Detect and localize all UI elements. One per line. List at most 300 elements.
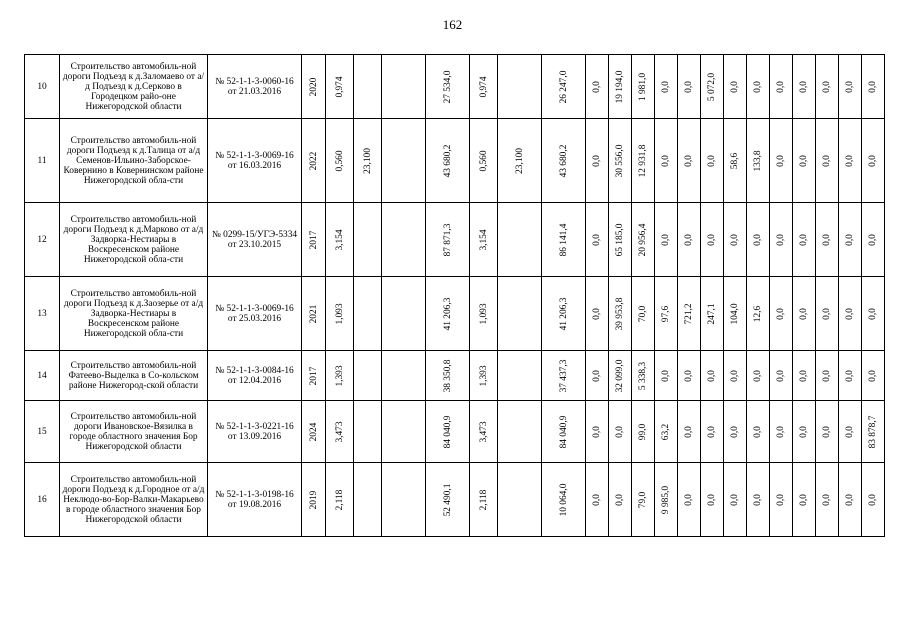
value-cell-text: 0,0 xyxy=(868,307,878,320)
value-cell xyxy=(701,401,724,463)
value-cell-text: 0,0 xyxy=(661,80,671,93)
construction-objects-table xyxy=(24,54,905,537)
value-cell xyxy=(862,277,885,351)
value-cell xyxy=(816,463,839,537)
value-cell xyxy=(862,401,885,463)
value-cell xyxy=(770,401,793,463)
value-cell-text: 0,0 xyxy=(730,233,740,246)
value-cell xyxy=(724,277,747,351)
value-cell xyxy=(470,463,498,537)
value-cell xyxy=(382,277,426,351)
value-cell xyxy=(382,119,426,203)
value-cell xyxy=(498,463,542,537)
value-cell xyxy=(770,55,793,119)
value-cell xyxy=(382,351,426,401)
table-row xyxy=(25,277,905,351)
value-cell-text: 0,0 xyxy=(845,233,855,246)
value-cell-text: 133,8 xyxy=(753,149,763,172)
value-cell-text: 63,2 xyxy=(661,423,671,440)
value-cell xyxy=(724,55,747,119)
row-number: 11 xyxy=(25,119,60,203)
value-cell xyxy=(542,401,586,463)
value-cell xyxy=(302,119,326,203)
value-cell xyxy=(862,463,885,537)
value-cell-text: 27 534,0 xyxy=(442,70,453,103)
value-cell-text: 0,0 xyxy=(822,307,832,320)
value-cell-text: 5 338,3 xyxy=(638,361,648,390)
value-cell-text: 0,0 xyxy=(684,493,694,506)
value-cell-text: 9 985,0 xyxy=(661,485,671,514)
value-cell xyxy=(701,351,724,401)
value-cell-text: 43 680,2 xyxy=(442,144,453,177)
value-cell xyxy=(609,351,632,401)
value-cell xyxy=(839,463,862,537)
object-name: Строительство автомобиль-ной дороги Подъезд к д.Заломаево от а/д Подъезд к д.Серково в Городецком райо-оне Нижегородской области xyxy=(60,55,208,119)
value-cell xyxy=(326,277,354,351)
value-cell xyxy=(302,463,326,537)
value-cell xyxy=(839,203,862,277)
value-cell-text: 0,0 xyxy=(776,425,786,438)
value-cell-text: 0,0 xyxy=(592,80,602,93)
value-cell xyxy=(609,277,632,351)
value-cell-text: 0,0 xyxy=(592,307,602,320)
value-cell xyxy=(302,351,326,401)
value-cell-text: 104,0 xyxy=(730,302,740,325)
value-cell xyxy=(470,277,498,351)
value-cell-text: 2017 xyxy=(308,230,319,249)
value-cell xyxy=(701,203,724,277)
value-cell xyxy=(678,351,701,401)
value-cell xyxy=(678,203,701,277)
value-cell-text: 43 680,2 xyxy=(558,144,569,177)
value-cell xyxy=(862,203,885,277)
expertise-doc: № 52-1-1-3-0069-16 от 25.03.2016 xyxy=(208,277,302,351)
value-cell xyxy=(632,55,655,119)
value-cell-text: 79,0 xyxy=(638,491,648,508)
value-cell-text: 2021 xyxy=(308,304,319,323)
value-cell-text: 0,0 xyxy=(799,233,809,246)
table-row xyxy=(25,203,905,277)
value-cell-text: 10 064,0 xyxy=(558,483,569,516)
value-cell xyxy=(426,277,470,351)
value-cell xyxy=(655,463,678,537)
value-cell-text: 0,0 xyxy=(592,233,602,246)
value-cell xyxy=(839,277,862,351)
value-cell xyxy=(354,277,382,351)
value-cell-text: 3,473 xyxy=(478,420,489,443)
object-name: Строительство автомобиль-ной дороги Подъезд к д.Талица от а/д Семенов-Ильино-Заборское-Ковернино в Ковернинском районе Нижегородской обла-сти xyxy=(60,119,208,203)
value-cell-text: 0,0 xyxy=(845,425,855,438)
value-cell xyxy=(816,277,839,351)
value-cell xyxy=(498,277,542,351)
expertise-doc: № 52-1-1-3-0069-16 от 16.03.2016 xyxy=(208,119,302,203)
value-cell-text: 3,154 xyxy=(334,228,345,251)
value-cell-text: 87 871,3 xyxy=(442,223,453,256)
value-cell xyxy=(326,351,354,401)
value-cell-text: 0,0 xyxy=(845,369,855,382)
value-cell-text: 0,0 xyxy=(753,80,763,93)
value-cell xyxy=(426,203,470,277)
value-cell xyxy=(326,401,354,463)
value-cell-text: 65 185,0 xyxy=(615,223,625,256)
value-cell xyxy=(655,277,678,351)
value-cell-text: 2022 xyxy=(308,151,319,170)
value-cell-text: 0,560 xyxy=(478,149,489,172)
value-cell-text: 12,6 xyxy=(753,305,763,322)
value-cell xyxy=(632,203,655,277)
value-cell xyxy=(586,463,609,537)
value-cell-text: 41 206,3 xyxy=(442,297,453,330)
value-cell-text: 0,0 xyxy=(707,425,717,438)
value-cell xyxy=(839,401,862,463)
value-cell xyxy=(632,119,655,203)
table-row xyxy=(25,119,905,203)
value-cell-text: 0,974 xyxy=(334,75,345,98)
value-cell xyxy=(326,119,354,203)
value-cell xyxy=(678,55,701,119)
value-cell xyxy=(793,277,816,351)
value-cell xyxy=(470,119,498,203)
value-cell xyxy=(609,463,632,537)
value-cell-text: 83 878,7 xyxy=(868,415,878,448)
value-cell xyxy=(426,463,470,537)
value-cell-text: 0,0 xyxy=(776,154,786,167)
value-cell-text: 247,1 xyxy=(707,302,717,325)
value-cell-text: 721,2 xyxy=(684,302,694,325)
value-cell xyxy=(747,55,770,119)
value-cell xyxy=(770,203,793,277)
value-cell-text: 0,0 xyxy=(799,493,809,506)
value-cell xyxy=(586,55,609,119)
value-cell-text: 0,0 xyxy=(661,154,671,167)
value-cell-text: 0,0 xyxy=(592,493,602,506)
value-cell-text: 0,0 xyxy=(868,369,878,382)
value-cell-text: 0,974 xyxy=(478,75,489,98)
object-name: Строительство автомобиль-ной дороги Ивановское-Вязилка в городе областного значения Бор Нижегородской области xyxy=(60,401,208,463)
value-cell xyxy=(655,401,678,463)
value-cell-text: 0,0 xyxy=(592,369,602,382)
value-cell-text: 3,154 xyxy=(478,228,489,251)
value-cell-text: 0,0 xyxy=(730,493,740,506)
value-cell-text: 84 040,9 xyxy=(442,415,453,448)
value-cell-text: 0,0 xyxy=(592,425,602,438)
value-cell-text: 0,0 xyxy=(753,233,763,246)
value-cell xyxy=(326,203,354,277)
value-cell xyxy=(498,55,542,119)
value-cell-text: 2,118 xyxy=(334,489,345,510)
value-cell xyxy=(354,463,382,537)
value-cell-text: 0,0 xyxy=(661,369,671,382)
value-cell-text: 19 194,0 xyxy=(615,70,625,103)
value-cell-text: 0,0 xyxy=(684,369,694,382)
value-cell xyxy=(609,119,632,203)
value-cell xyxy=(747,203,770,277)
value-cell-text: 0,0 xyxy=(868,233,878,246)
value-cell-text: 12 931,8 xyxy=(638,144,648,177)
value-cell-text: 0,0 xyxy=(753,369,763,382)
row-number: 14 xyxy=(25,351,60,401)
value-cell-text: 0,0 xyxy=(822,425,832,438)
value-cell xyxy=(862,351,885,401)
value-cell-text: 0,0 xyxy=(753,425,763,438)
row-number: 12 xyxy=(25,203,60,277)
object-name: Строительство автомобиль-ной дороги Подъезд к д.Марково от а/д Задворка-Нестиары в Воскресенском районе Нижегородской обла-сти xyxy=(60,203,208,277)
value-cell xyxy=(724,351,747,401)
value-cell xyxy=(816,203,839,277)
value-cell xyxy=(724,401,747,463)
value-cell-text: 0,0 xyxy=(822,493,832,506)
value-cell xyxy=(326,55,354,119)
value-cell xyxy=(470,55,498,119)
value-cell-text: 0,0 xyxy=(776,493,786,506)
value-cell xyxy=(632,351,655,401)
value-cell xyxy=(701,55,724,119)
value-cell xyxy=(542,203,586,277)
value-cell-text: 2020 xyxy=(308,77,319,96)
row-number: 13 xyxy=(25,277,60,351)
value-cell xyxy=(382,55,426,119)
value-cell xyxy=(302,401,326,463)
object-name: Строительство автомобиль-ной дороги Подъезд к д.Заозерье от а/д Задворка-Нестиары в Воскресенском районе Нижегородской обла-сти xyxy=(60,277,208,351)
value-cell xyxy=(302,277,326,351)
table-row xyxy=(25,351,905,401)
table-row xyxy=(25,55,905,119)
value-cell xyxy=(655,119,678,203)
value-cell-text: 23,100 xyxy=(514,147,525,174)
value-cell-text: 0,0 xyxy=(868,493,878,506)
value-cell-text: 0,0 xyxy=(707,493,717,506)
value-cell xyxy=(302,203,326,277)
row-number: 10 xyxy=(25,55,60,119)
value-cell xyxy=(793,119,816,203)
value-cell xyxy=(862,119,885,203)
value-cell xyxy=(542,55,586,119)
value-cell xyxy=(354,401,382,463)
value-cell xyxy=(678,401,701,463)
value-cell xyxy=(470,203,498,277)
value-cell-text: 0,0 xyxy=(776,233,786,246)
value-cell xyxy=(701,463,724,537)
value-cell xyxy=(816,401,839,463)
value-cell xyxy=(426,351,470,401)
value-cell-text: 70,0 xyxy=(638,305,648,322)
value-cell xyxy=(382,401,426,463)
value-cell xyxy=(382,463,426,537)
value-cell xyxy=(747,401,770,463)
value-cell xyxy=(470,351,498,401)
value-cell xyxy=(816,351,839,401)
value-cell-text: 1,393 xyxy=(478,364,489,387)
expertise-doc: № 52-1-1-3-0198-16 от 19.08.2016 xyxy=(208,463,302,537)
value-cell-text: 26 247,0 xyxy=(558,70,569,103)
value-cell-text: 86 141,4 xyxy=(558,223,569,256)
table-row xyxy=(25,401,905,463)
value-cell-text: 0,0 xyxy=(799,425,809,438)
value-cell-text: 1,393 xyxy=(334,364,345,387)
value-cell-text: 2017 xyxy=(308,366,319,385)
value-cell-text: 39 953,8 xyxy=(615,297,625,330)
value-cell-text: 0,0 xyxy=(845,307,855,320)
value-cell-text: 1,093 xyxy=(334,302,345,325)
value-cell-text: 20 956,4 xyxy=(638,223,648,256)
value-cell xyxy=(678,119,701,203)
value-cell xyxy=(609,55,632,119)
value-cell-text: 0,0 xyxy=(776,369,786,382)
value-cell-text: 30 556,0 xyxy=(615,144,625,177)
value-cell-text: 0,0 xyxy=(684,80,694,93)
expertise-doc: № 52-1-1-3-0221-16 от 13.09.2016 xyxy=(208,401,302,463)
value-cell-text: 0,0 xyxy=(615,425,625,438)
value-cell xyxy=(724,463,747,537)
value-cell xyxy=(724,203,747,277)
page-number: 162 xyxy=(442,17,463,32)
value-cell-text: 0,0 xyxy=(684,425,694,438)
value-cell-text: 2024 xyxy=(308,422,319,441)
value-cell xyxy=(498,401,542,463)
value-cell-text: 0,0 xyxy=(868,80,878,93)
value-cell xyxy=(632,463,655,537)
value-cell xyxy=(724,119,747,203)
value-cell xyxy=(586,351,609,401)
value-cell xyxy=(586,119,609,203)
value-cell xyxy=(678,463,701,537)
value-cell-text: 0,0 xyxy=(707,154,717,167)
value-cell-text: 0,0 xyxy=(592,154,602,167)
value-cell-text: 0,0 xyxy=(730,369,740,382)
value-cell xyxy=(632,277,655,351)
value-cell-text: 0,0 xyxy=(730,425,740,438)
value-cell xyxy=(816,55,839,119)
value-cell-text: 97,6 xyxy=(661,305,671,322)
value-cell xyxy=(747,351,770,401)
value-cell-text: 58,6 xyxy=(730,152,740,169)
value-cell xyxy=(655,351,678,401)
value-cell-text: 0,0 xyxy=(868,154,878,167)
value-cell xyxy=(498,203,542,277)
value-cell-text: 0,0 xyxy=(776,80,786,93)
table-row xyxy=(25,463,905,537)
value-cell xyxy=(793,203,816,277)
table-body xyxy=(25,55,905,537)
value-cell xyxy=(609,203,632,277)
value-cell xyxy=(542,463,586,537)
value-cell xyxy=(498,351,542,401)
value-cell xyxy=(747,277,770,351)
value-cell-text: 2019 xyxy=(308,490,319,509)
value-cell-text: 0,0 xyxy=(822,80,832,93)
value-cell xyxy=(655,55,678,119)
value-cell xyxy=(354,351,382,401)
value-cell-text: 0,0 xyxy=(707,233,717,246)
value-cell-text: 0,0 xyxy=(845,493,855,506)
value-cell-text: 0,0 xyxy=(799,154,809,167)
value-cell-text: 38 350,8 xyxy=(442,359,453,392)
value-cell xyxy=(542,351,586,401)
value-cell xyxy=(770,463,793,537)
value-cell xyxy=(426,55,470,119)
value-cell xyxy=(354,55,382,119)
value-cell xyxy=(302,55,326,119)
value-cell xyxy=(542,277,586,351)
expertise-doc: № 52-1-1-3-0060-16 от 21.03.2016 xyxy=(208,55,302,119)
value-cell-text: 0,0 xyxy=(753,493,763,506)
value-cell-text: 0,0 xyxy=(707,369,717,382)
value-cell xyxy=(609,401,632,463)
value-cell-text: 3,473 xyxy=(334,420,345,443)
value-cell xyxy=(470,401,498,463)
value-cell-text: 0,0 xyxy=(822,154,832,167)
value-cell-text: 32 099,0 xyxy=(615,359,625,392)
value-cell xyxy=(701,277,724,351)
value-cell xyxy=(326,463,354,537)
value-cell-text: 99,0 xyxy=(638,423,648,440)
object-name: Строительство автомобиль-ной Фатеево-Выделка в Со-кольском районе Нижегород-ской области xyxy=(60,351,208,401)
value-cell-text: 52 490,1 xyxy=(442,483,453,516)
value-cell-text: 41 206,3 xyxy=(558,297,569,330)
value-cell xyxy=(586,277,609,351)
value-cell-text: 2,118 xyxy=(478,489,489,510)
value-cell-text: 0,0 xyxy=(684,154,694,167)
value-cell xyxy=(498,119,542,203)
value-cell-text: 0,0 xyxy=(822,233,832,246)
row-number: 15 xyxy=(25,401,60,463)
value-cell xyxy=(793,55,816,119)
value-cell-text: 0,0 xyxy=(845,154,855,167)
value-cell xyxy=(793,401,816,463)
value-cell-text: 0,0 xyxy=(799,307,809,320)
value-cell-text: 5 072,0 xyxy=(707,72,717,101)
value-cell-text: 0,0 xyxy=(799,80,809,93)
value-cell xyxy=(793,463,816,537)
value-cell xyxy=(426,401,470,463)
value-cell xyxy=(678,277,701,351)
value-cell xyxy=(839,119,862,203)
value-cell xyxy=(770,277,793,351)
value-cell xyxy=(816,119,839,203)
value-cell xyxy=(354,203,382,277)
value-cell xyxy=(426,119,470,203)
value-cell-text: 0,0 xyxy=(822,369,832,382)
value-cell xyxy=(701,119,724,203)
value-cell-text: 84 040,9 xyxy=(558,415,569,448)
value-cell-text: 0,0 xyxy=(661,233,671,246)
value-cell xyxy=(839,55,862,119)
value-cell-text: 0,0 xyxy=(615,493,625,506)
value-cell-text: 0,0 xyxy=(776,307,786,320)
value-cell xyxy=(655,203,678,277)
value-cell-text: 0,560 xyxy=(334,149,345,172)
value-cell xyxy=(586,203,609,277)
value-cell-text: 0,0 xyxy=(684,233,694,246)
value-cell xyxy=(586,401,609,463)
value-cell xyxy=(542,119,586,203)
row-number: 16 xyxy=(25,463,60,537)
value-cell xyxy=(747,119,770,203)
value-cell xyxy=(793,351,816,401)
value-cell xyxy=(354,119,382,203)
value-cell-text: 37 437,3 xyxy=(558,359,569,392)
value-cell xyxy=(747,463,770,537)
value-cell xyxy=(632,401,655,463)
expertise-doc: № 52-1-1-3-0084-16 от 12.04.2016 xyxy=(208,351,302,401)
value-cell xyxy=(862,55,885,119)
value-cell-text: 1 981,0 xyxy=(638,72,648,101)
object-name: Строительство автомобиль-ной дороги Подъезд к д.Городное от а/д Неклюдо-во-Бор-Валки-Макарьево в городе областного значения Бор Нижегородской области xyxy=(60,463,208,537)
value-cell xyxy=(770,119,793,203)
value-cell-text: 0,0 xyxy=(845,80,855,93)
value-cell xyxy=(770,351,793,401)
value-cell-text: 23,100 xyxy=(362,147,373,174)
